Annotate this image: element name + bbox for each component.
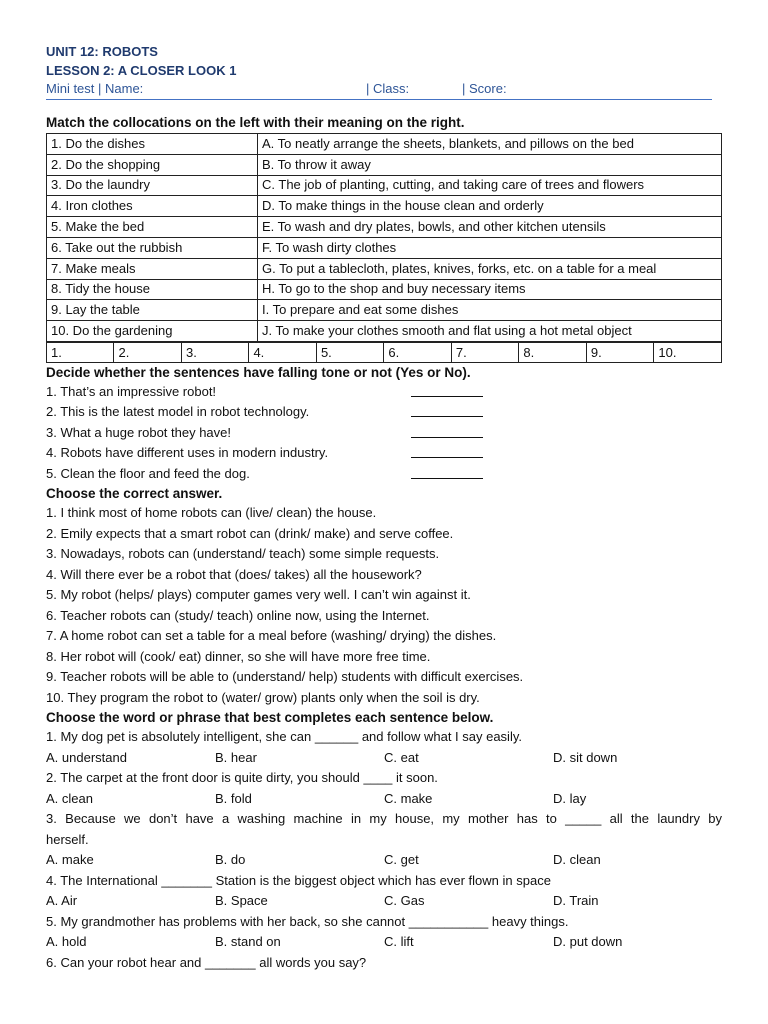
score-field-label: | Score:	[462, 81, 507, 96]
answer-options	[46, 748, 722, 769]
collocation-cell: 7. Make meals	[47, 258, 258, 279]
option-a[interactable]: A. hold	[46, 934, 87, 950]
sentence-text: 2. This is the latest model in robot technology.	[46, 404, 310, 420]
option-d[interactable]: D. sit down	[553, 749, 618, 765]
table-row	[47, 154, 722, 175]
section3-title: Choose the correct answer.	[46, 486, 223, 502]
answer-cell[interactable]: 8.	[519, 342, 586, 362]
meaning-cell: B. To throw it away	[258, 154, 722, 175]
question-text: 1. My dog pet is absolutely intelligent, she can ______ and follow what I say easily.	[46, 729, 522, 745]
answer-blank[interactable]	[411, 382, 483, 397]
answer-cell[interactable]: 2.	[114, 342, 181, 362]
unit-title: UNIT 12: ROBOTS	[46, 44, 158, 59]
name-field-label: Mini test | Name:	[46, 81, 144, 96]
meaning-cell: H. To go to the shop and buy necessary items	[258, 279, 722, 300]
answer-cell[interactable]: 3.	[181, 342, 248, 362]
question-text: 6. Can your robot hear and _______ all words you say?	[46, 954, 367, 970]
answer-options	[46, 932, 722, 953]
question-text: 2. The carpet at the front door is quite dirty, you should ____ it soon.	[46, 770, 438, 786]
option-b[interactable]: B. Space	[215, 893, 268, 909]
student-info-line	[46, 80, 712, 100]
multiple-choice-list	[46, 727, 722, 973]
lesson-title: LESSON 2: A CLOSER LOOK 1	[46, 63, 237, 78]
table-row	[47, 279, 722, 300]
answer-cell[interactable]: 7.	[451, 342, 518, 362]
option-a[interactable]: A. understand	[46, 749, 127, 765]
collocation-cell: 9. Lay the table	[47, 300, 258, 321]
section2-title: Decide whether the sentences have falling tone or not (Yes or No).	[46, 364, 471, 380]
table-row	[47, 321, 722, 342]
table-row	[47, 175, 722, 196]
answer-options	[46, 891, 722, 912]
option-d[interactable]: D. Train	[553, 893, 599, 909]
question-text: 3. Because we don’t have a washing machine in my house, my mother has to _____ all the laundry by	[46, 811, 722, 827]
sentence-text: 1. That’s an impressive robot!	[46, 383, 217, 399]
option-a[interactable]: A. Air	[46, 893, 78, 909]
option-d[interactable]: D. put down	[553, 934, 623, 950]
table-row	[47, 300, 722, 321]
class-field-label: | Class:	[366, 81, 410, 96]
meaning-cell: I. To prepare and eat some dishes	[258, 300, 722, 321]
list-item: 2. Emily expects that a smart robot can (drink/ make) and serve coffee.	[46, 525, 454, 541]
sentence-text: 4. Robots have different uses in modern industry.	[46, 445, 329, 461]
correct-answer-list	[46, 503, 722, 708]
section4-title: Choose the word or phrase that best completes each sentence below.	[46, 710, 494, 726]
answer-cell[interactable]: 9.	[586, 342, 653, 362]
option-b[interactable]: B. hear	[215, 749, 257, 765]
answer-table	[46, 342, 722, 363]
table-row	[47, 134, 722, 155]
list-item	[46, 382, 722, 403]
collocation-table	[46, 133, 722, 342]
answer-cell[interactable]: 5.	[316, 342, 383, 362]
list-item: 7. A home robot can set a table for a meal before (washing/ drying) the dishes.	[46, 628, 497, 644]
option-b[interactable]: B. stand on	[215, 934, 281, 950]
meaning-cell: C. The job of planting, cutting, and taking care of trees and flowers	[258, 175, 722, 196]
sentence-text: 3. What a huge robot they have!	[46, 424, 232, 440]
list-item: 9. Teacher robots will be able to (understand/ help) students with difficult exercises.	[46, 669, 524, 685]
list-item: 8. Her robot will (cook/ eat) dinner, so she will have more free time.	[46, 648, 431, 664]
option-c[interactable]: C. Gas	[384, 893, 425, 909]
list-item	[46, 402, 722, 423]
table-row	[47, 217, 722, 238]
tone-list	[46, 382, 722, 485]
meaning-cell: D. To make things in the house clean and orderly	[258, 196, 722, 217]
answer-cell[interactable]: 4.	[249, 342, 316, 362]
meaning-cell: G. To put a tablecloth, plates, knives, forks, etc. on a table for a meal	[258, 258, 722, 279]
list-item: 1. I think most of home robots can (live/ clean) the house.	[46, 505, 377, 521]
collocation-cell: 4. Iron clothes	[47, 196, 258, 217]
question-text: 4. The International _______ Station is the biggest object which has ever flown in space	[46, 872, 551, 888]
question-text: 5. My grandmother has problems with her back, so she cannot ___________ heavy things.	[46, 913, 569, 929]
collocation-cell: 1. Do the dishes	[47, 134, 258, 155]
option-c[interactable]: C. eat	[384, 749, 419, 765]
answer-cell[interactable]: 6.	[384, 342, 451, 362]
collocation-cell: 5. Make the bed	[47, 217, 258, 238]
list-item: 6. Teacher robots can (study/ teach) online now, using the Internet.	[46, 607, 430, 623]
option-a[interactable]: A. make	[46, 852, 94, 868]
answer-blank[interactable]	[411, 423, 483, 438]
option-c[interactable]: C. make	[384, 790, 433, 806]
list-item: 10. They program the robot to (water/ grow) plants only when the soil is dry.	[46, 689, 480, 705]
option-b[interactable]: B. do	[215, 852, 246, 868]
sentence-text: 5. Clean the floor and feed the dog.	[46, 465, 250, 481]
table-row	[47, 258, 722, 279]
meaning-cell: J. To make your clothes smooth and flat using a hot metal object	[258, 321, 722, 342]
answer-options	[46, 850, 722, 871]
collocation-cell: 6. Take out the rubbish	[47, 237, 258, 258]
meaning-cell: E. To wash and dry plates, bowls, and other kitchen utensils	[258, 217, 722, 238]
answer-cell[interactable]: 10.	[654, 342, 722, 362]
answer-blank[interactable]	[411, 464, 483, 479]
option-c[interactable]: C. lift	[384, 934, 414, 950]
answer-blank[interactable]	[411, 443, 483, 458]
answer-cell[interactable]: 1.	[47, 342, 114, 362]
table-row	[47, 237, 722, 258]
list-item	[46, 464, 722, 485]
option-d[interactable]: D. lay	[553, 790, 587, 806]
list-item: 3. Nowadays, robots can (understand/ teach) some simple requests.	[46, 546, 440, 562]
list-item	[46, 423, 722, 444]
list-item	[46, 443, 722, 464]
section1-title: Match the collocations on the left with their meaning on the right.	[46, 115, 465, 130]
list-item: 4. Will there ever be a robot that (does/ takes) all the housework?	[46, 566, 422, 582]
collocation-cell: 10. Do the gardening	[47, 321, 258, 342]
collocation-cell: 2. Do the shopping	[47, 154, 258, 175]
question-text-continued: herself.	[46, 831, 89, 847]
option-d[interactable]: D. clean	[553, 852, 601, 868]
meaning-cell: A. To neatly arrange the sheets, blankets, and pillows on the bed	[258, 134, 722, 155]
table-row	[47, 196, 722, 217]
option-a[interactable]: A. clean	[46, 790, 93, 806]
answer-options	[46, 789, 722, 810]
option-c[interactable]: C. get	[384, 852, 419, 868]
collocation-cell: 3. Do the laundry	[47, 175, 258, 196]
list-item: 5. My robot (helps/ plays) computer games very well. I can’t win against it.	[46, 587, 471, 603]
worksheet	[46, 42, 722, 973]
meaning-cell: F. To wash dirty clothes	[258, 237, 722, 258]
answer-blank[interactable]	[411, 402, 483, 417]
option-b[interactable]: B. fold	[215, 790, 252, 806]
collocation-cell: 8. Tidy the house	[47, 279, 258, 300]
